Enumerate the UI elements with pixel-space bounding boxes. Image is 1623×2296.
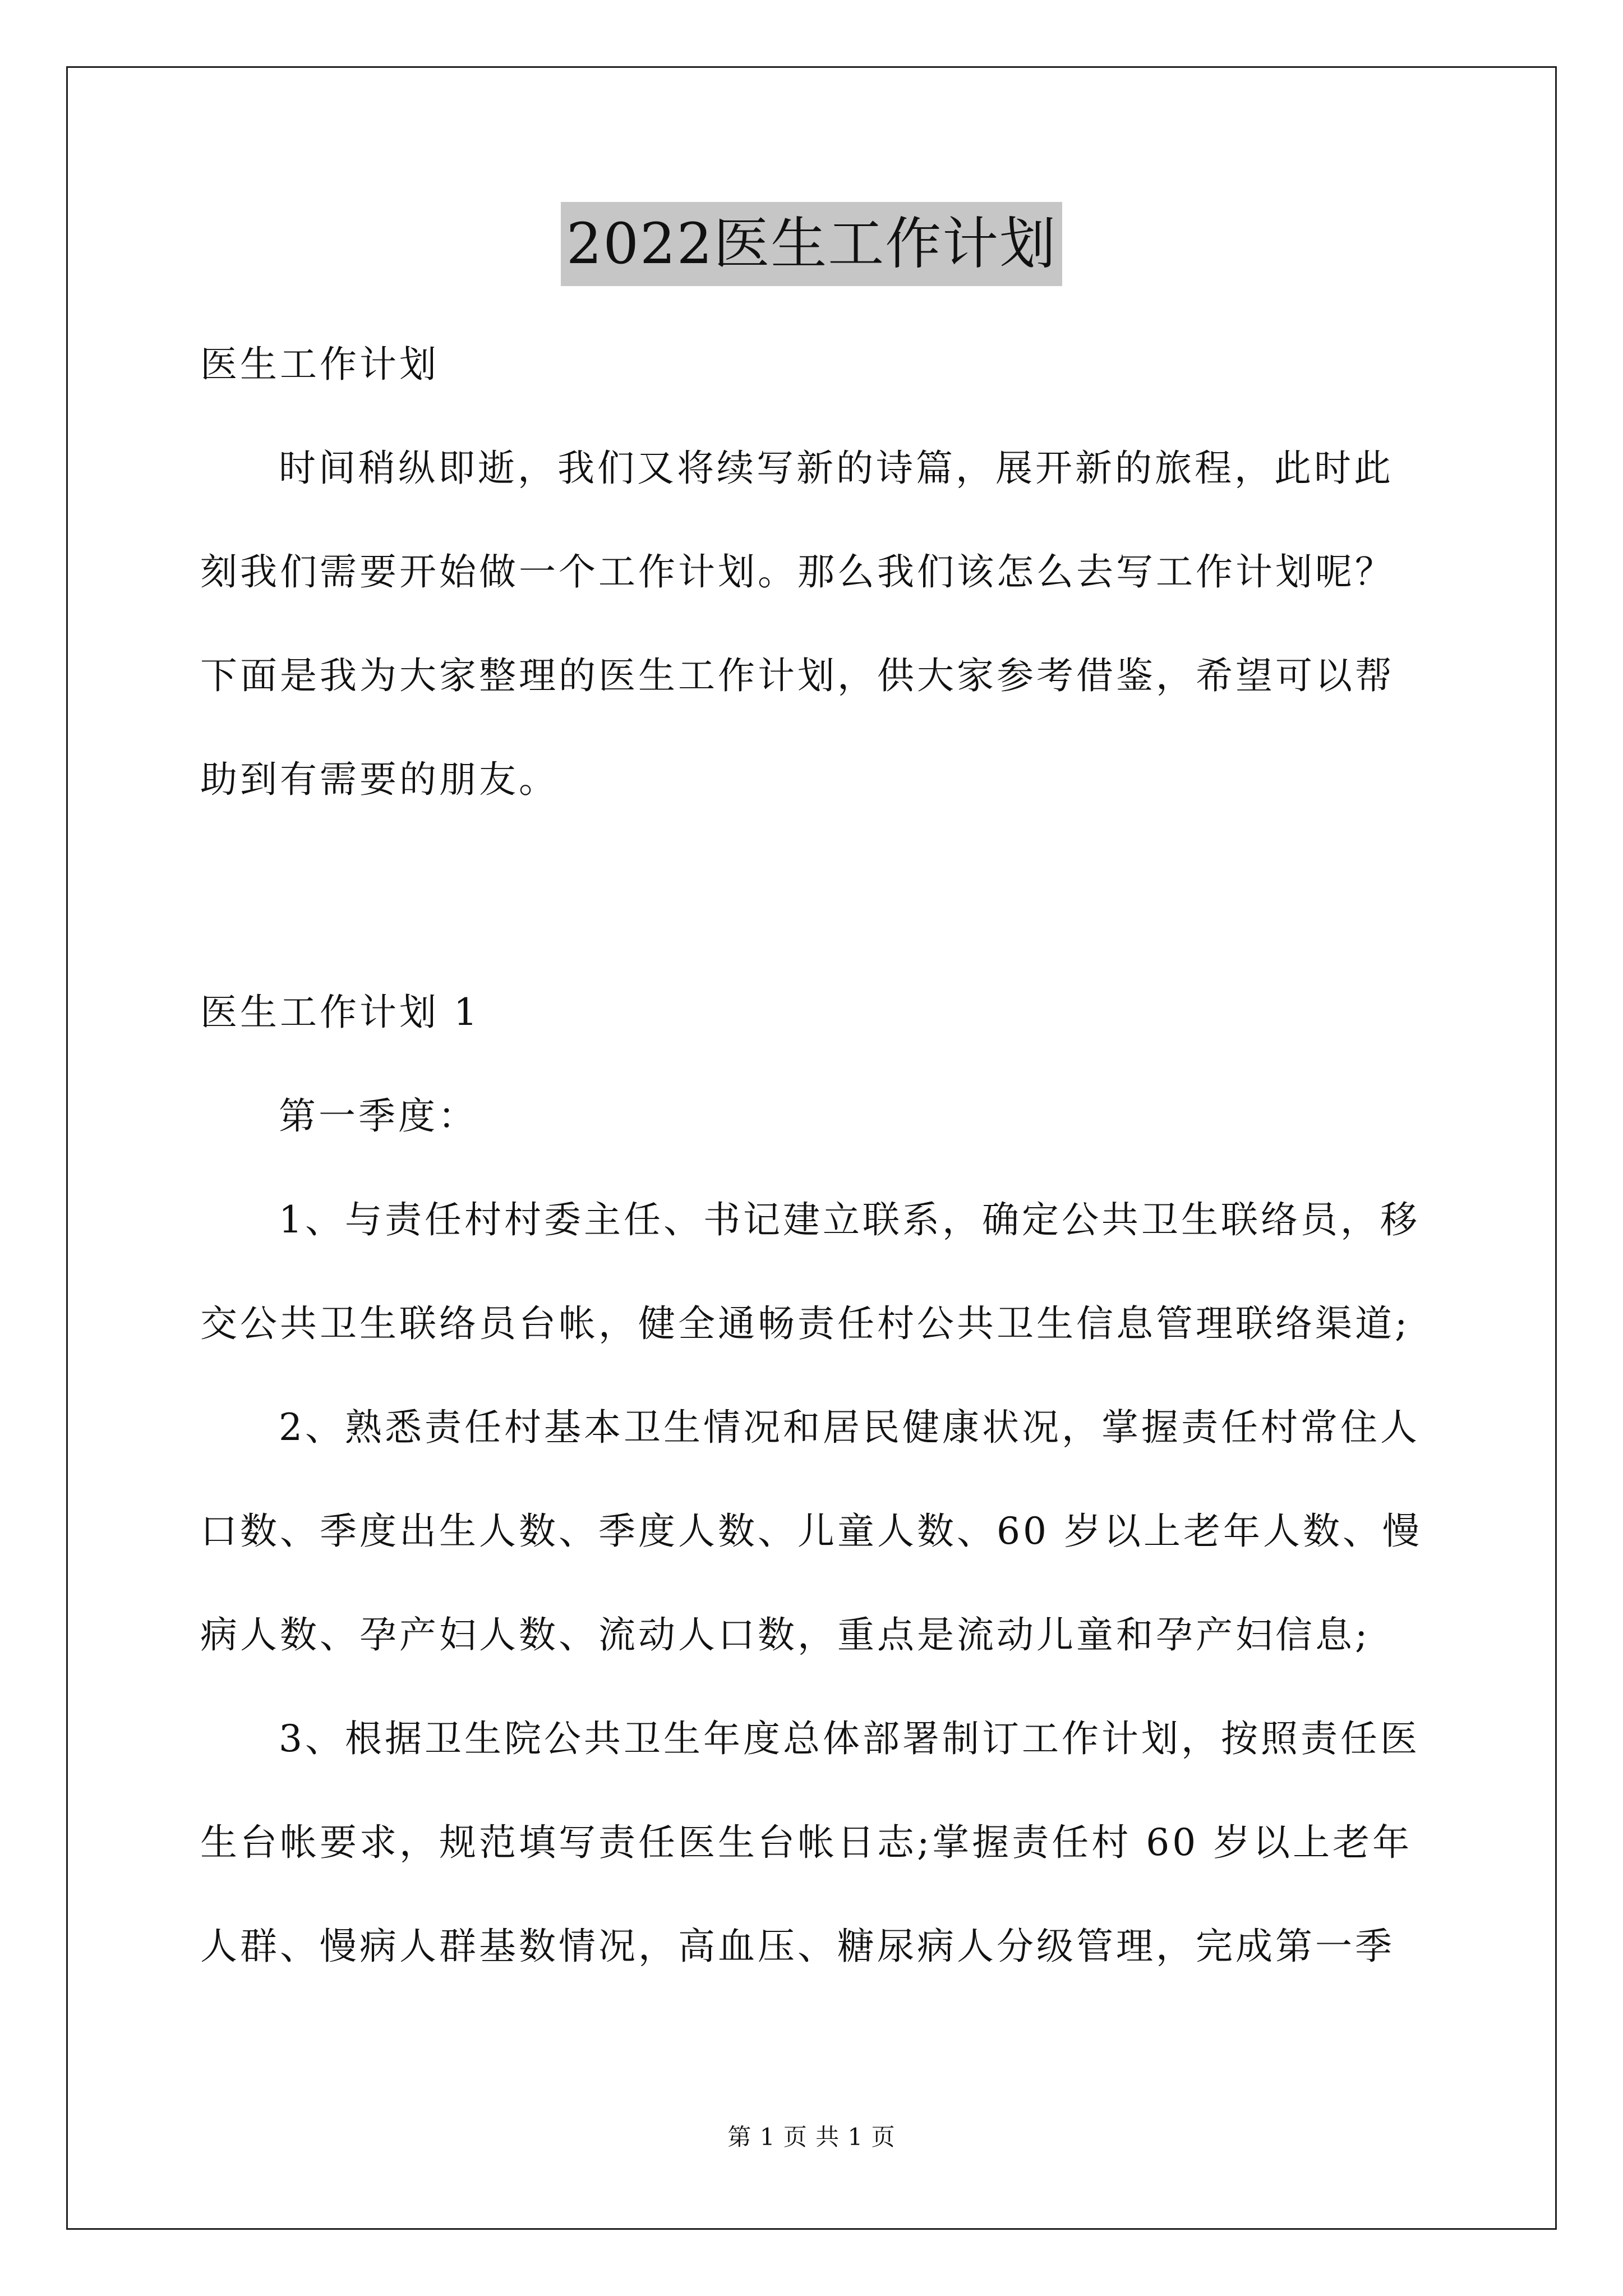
item-line: 生台帐要求，规范填写责任医生台帐日志;掌握责任村 60 岁以上老年	[200, 1821, 1413, 1864]
item-line: 1、与责任村村委主任、书记建立联系，确定公共卫生联络员，移	[279, 1198, 1420, 1241]
item-line: 病人数、孕产妇人数、流动人口数，重点是流动儿童和孕产妇信息;	[200, 1613, 1371, 1657]
document-title: 2022医生工作计划	[561, 202, 1063, 286]
item-line: 口数、季度出生人数、季度人数、儿童人数、60 岁以上老年人数、慢	[200, 1510, 1422, 1553]
item-line: 交公共卫生联络员台帐，健全通畅责任村公共卫生信息管理联络渠道;	[200, 1302, 1410, 1345]
item-line: 3、根据卫生院公共卫生年度总体部署制订工作计划，按照责任医	[279, 1717, 1420, 1760]
intro-line: 时间稍纵即逝，我们又将续写新的诗篇，展开新的旅程，此时此	[279, 447, 1394, 490]
intro-line: 助到有需要的朋友。	[200, 758, 559, 801]
page-footer: 第 1 页 共 1 页	[727, 2123, 896, 2151]
item-line: 人群、慢病人群基数情况，高血压、糖尿病人分级管理，完成第一季	[200, 1925, 1395, 1968]
item-line: 2、熟悉责任村基本卫生情况和居民健康状况，掌握责任村常住人	[279, 1406, 1420, 1449]
heading: 医生工作计划	[200, 343, 439, 386]
intro-line: 刻我们需要开始做一个工作计划。那么我们该怎么去写工作计划呢？	[200, 550, 1395, 593]
document-title-wrapper	[0, 202, 1623, 286]
intro-line: 下面是我为大家整理的医生工作计划，供大家参考借鉴，希望可以帮	[200, 654, 1395, 697]
section-heading: 医生工作计划 1	[200, 991, 480, 1034]
quarter-label: 第一季度：	[279, 1094, 478, 1138]
